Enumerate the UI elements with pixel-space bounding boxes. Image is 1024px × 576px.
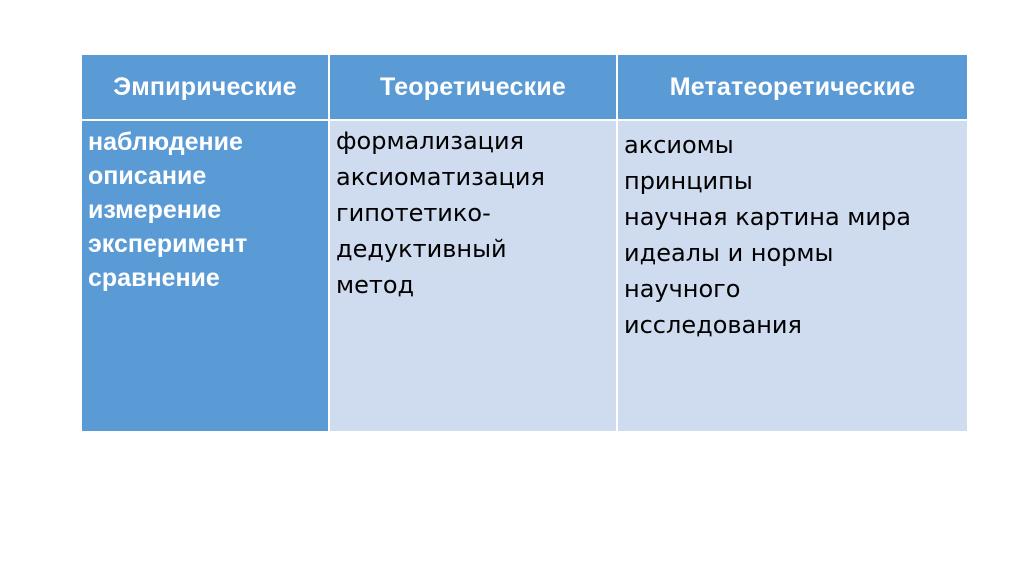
list-item: принципы <box>624 167 753 195</box>
list-item: измерение <box>88 196 222 224</box>
list-item: формализация <box>336 127 525 155</box>
methods-table <box>82 55 967 431</box>
list-item: дедуктивный <box>336 235 507 263</box>
list-item: сравнение <box>88 264 220 292</box>
list-item: эксперимент <box>88 230 248 258</box>
header-metatheoretical: Метатеоретические <box>618 55 967 121</box>
list-item: гипотетико- <box>336 199 491 227</box>
list-item: научного <box>624 275 741 303</box>
list-item: описание <box>88 162 207 190</box>
column-empirical <box>82 121 330 431</box>
header-empirical: Эмпирические <box>82 55 330 121</box>
header-theoretical: Теоретические <box>330 55 618 121</box>
column-metatheoretical <box>618 121 967 431</box>
column-theoretical <box>330 121 618 431</box>
list-item: аксиомы <box>624 131 734 159</box>
list-item: идеалы и нормы <box>624 239 834 267</box>
list-item: исследования <box>624 311 802 339</box>
list-item: научная картина мира <box>624 203 911 231</box>
list-item: наблюдение <box>88 128 243 156</box>
list-item: аксиоматизация <box>336 163 545 191</box>
list-item: метод <box>336 271 415 299</box>
